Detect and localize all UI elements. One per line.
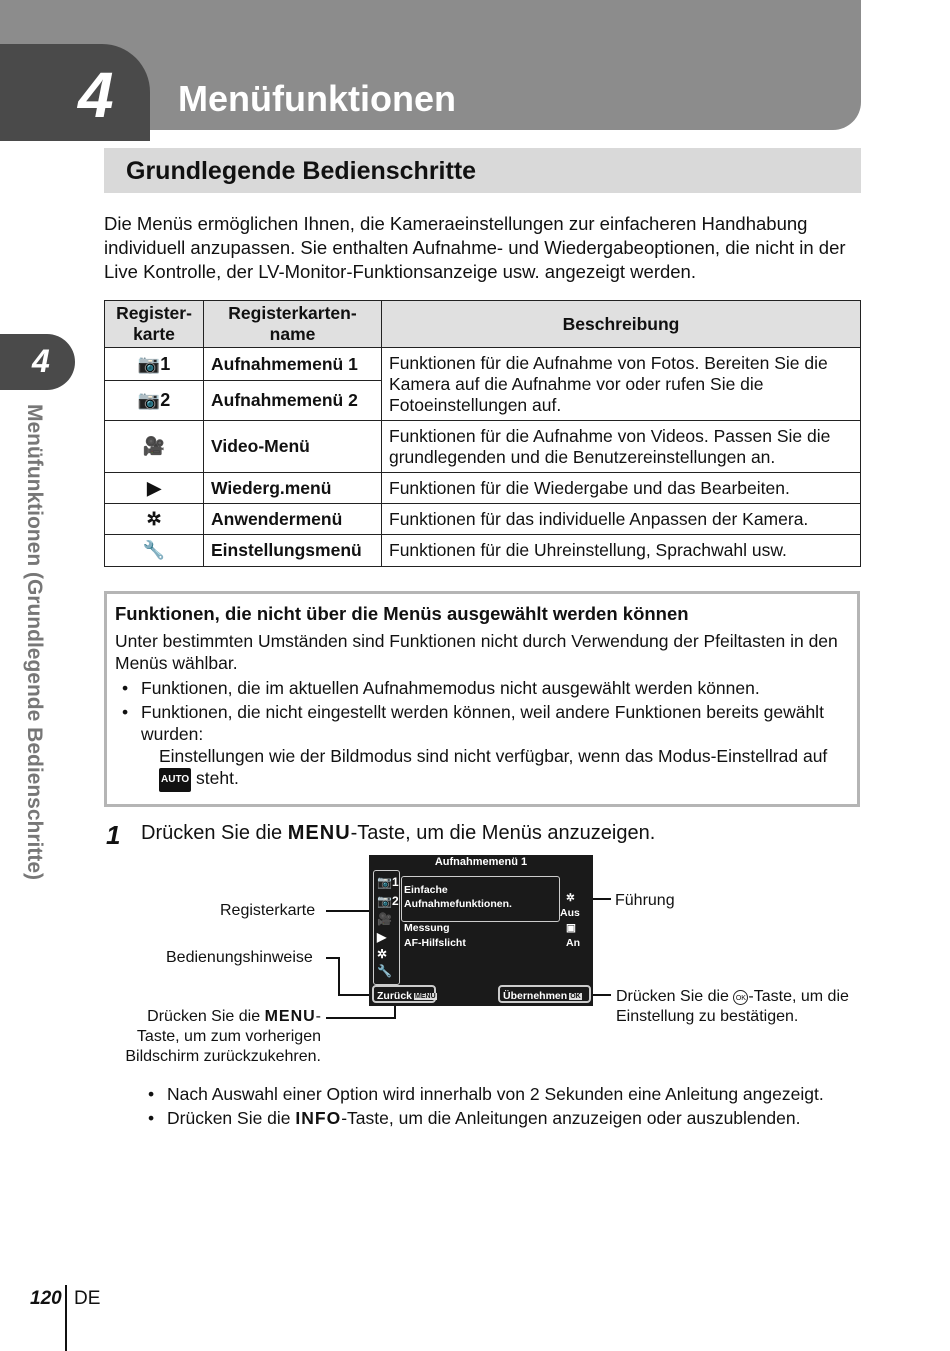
table-cell-name: Anwendermenü bbox=[204, 504, 382, 535]
screen-row2-label: Messung bbox=[404, 922, 450, 934]
label-menu-back bbox=[108, 1007, 321, 1067]
ok-button-icon: OK bbox=[733, 990, 748, 1005]
label-registerkarte: Registerkarte bbox=[220, 902, 316, 919]
screen-back-label: Zurück bbox=[377, 990, 413, 1002]
table-header: Register-karte bbox=[105, 301, 204, 348]
ok-tag-icon: OK bbox=[570, 993, 581, 1000]
bottom-bullet-list bbox=[146, 1082, 886, 1130]
chapter-title: Menüfunktionen bbox=[178, 78, 456, 119]
table-cell-description: Funktionen für das individuelle Anpassen der Kamera. bbox=[382, 504, 861, 535]
side-vertical-title: Menüfunktionen (Grundlegende Bedienschritte) bbox=[23, 404, 46, 881]
screen-star-icon: ✲ bbox=[566, 892, 575, 904]
screen-row3-value: An bbox=[566, 937, 580, 949]
step-text-post: -Taste, um die Menüs anzuzeigen. bbox=[350, 822, 656, 844]
table-cell-description: Funktionen für die Uhreinstellung, Sprachwahl usw. bbox=[382, 535, 861, 567]
metering-icon: ▣ bbox=[566, 922, 576, 934]
screen-tip-line1: Einfache bbox=[404, 884, 448, 896]
note-title: Funktionen, die nicht über die Menüs ausgewählt werden können bbox=[115, 603, 689, 624]
label-menu-back-pre: Drücken Sie die bbox=[147, 1008, 261, 1025]
list-item-text-post: -Taste, um die Anleitungen anzuzeigen oder auszublenden. bbox=[341, 1108, 801, 1128]
setup-menu-icon: 🔧 bbox=[377, 964, 392, 978]
info-button-label: INFO bbox=[295, 1108, 342, 1128]
language-code: DE bbox=[74, 1288, 101, 1309]
menu-button-label: MENU bbox=[264, 1008, 316, 1025]
label-fuehrung: Führung bbox=[615, 892, 675, 909]
table-cell-name: Video-Menü bbox=[204, 421, 382, 473]
table-cell-description: Funktionen für die Wiedergabe und das Bearbeiten. bbox=[382, 473, 861, 504]
list-item-text: Funktionen, die im aktuellen Aufnahmemodus nicht ausgewählt werden können. bbox=[141, 678, 760, 698]
chapter-number: 4 bbox=[78, 59, 114, 131]
playback-menu-icon: ▶ bbox=[105, 473, 204, 504]
label-bedienungshinweise: Bedienungshinweise bbox=[166, 949, 313, 966]
screen-tip-line2: Aufnahmefunktionen. bbox=[404, 898, 512, 910]
screen-confirm-label: Übernehmen bbox=[503, 990, 568, 1002]
shooting-menu-1-icon: 📷1 bbox=[377, 875, 399, 889]
label-ok-confirm bbox=[616, 987, 876, 1027]
step-number: 1 bbox=[106, 820, 121, 850]
table-cell-name: Aufnahmemenü 2 bbox=[204, 381, 382, 421]
note-text: Unter bestimmten Umständen sind Funktionen nicht durch Verwendung der Pfeiltasten in den Menüs wählbar. bbox=[115, 631, 838, 673]
auto-mode-icon: AUTO bbox=[159, 768, 191, 792]
table-cell-description: Funktionen für die Aufnahme von Fotos. Bereiten Sie die Kamera auf die Aufnahme vor oder rufen Sie die Fotoeinstellungen auf. bbox=[382, 348, 861, 421]
list-item: • Drücken Sie die INFO-Taste, um die Anleitungen anzuzeigen oder auszublenden. bbox=[148, 1108, 801, 1128]
note-sub-pre: Einstellungen wie der Bildmodus sind nicht verfügbar, wenn das Modus-Einstellrad auf bbox=[159, 746, 828, 766]
side-chapter-number: 4 bbox=[32, 343, 50, 379]
screen-row3-label: AF-Hilfslicht bbox=[404, 937, 466, 949]
shooting-menu-2-icon: 📷2 bbox=[105, 381, 204, 421]
table-cell-name: Einstellungsmenü bbox=[204, 535, 382, 567]
list-item-text: Funktionen, die nicht eingestellt werden können, weil andere Funktionen bereits gewählt wurden: bbox=[141, 702, 824, 744]
screen-back-button[interactable] bbox=[372, 985, 436, 1003]
step-text-pre: Drücken Sie die bbox=[141, 822, 283, 844]
list-item-text-pre: Drücken Sie die bbox=[167, 1108, 291, 1128]
label-menu-back-post: - bbox=[315, 1008, 321, 1025]
menu-tag-icon: MENU bbox=[415, 993, 436, 1000]
video-menu-icon: 🎥 bbox=[377, 912, 392, 926]
screen-title: Aufnahmemenü 1 bbox=[434, 856, 528, 868]
setup-menu-icon: 🔧 bbox=[105, 535, 204, 567]
page-number: 120 bbox=[30, 1288, 62, 1309]
label-ok-post: -Taste, um die bbox=[748, 988, 849, 1005]
footer-divider bbox=[65, 1285, 67, 1351]
label-ok-line2: Einstellung zu bestätigen. bbox=[616, 1008, 799, 1025]
label-menu-back-line2: Taste, um zum vorherigen bbox=[136, 1028, 321, 1045]
table-header: Beschreibung bbox=[382, 301, 861, 348]
table-cell-name: Wiederg.menü bbox=[204, 473, 382, 504]
list-item: • Funktionen, die nicht eingestellt werden können, weil andere Funktionen bereits gewählt wurden: bbox=[122, 702, 824, 744]
intro-paragraph: Die Menüs ermöglichen Ihnen, die Kameraeinstellungen zur einfacheren Handhabung individuell anzupassen. Sie enthalten Aufnahme- und Wiedergabeoptionen, die nicht in der Live Kontrolle, der LV-Monitor-Funktionsanzeige usw. angezeigt werden. bbox=[104, 213, 846, 282]
label-ok-pre: Drücken Sie die bbox=[616, 988, 729, 1005]
custom-menu-icon: ✲ bbox=[105, 504, 204, 535]
screen-row1-value: Aus bbox=[560, 907, 580, 919]
list-item: • Nach Auswahl einer Option wird innerhalb von 2 Sekunden eine Anleitung angezeigt. bbox=[148, 1084, 824, 1104]
custom-menu-icon: ✲ bbox=[377, 947, 388, 961]
list-item-text: Nach Auswahl einer Option wird innerhalb von 2 Sekunden eine Anleitung angezeigt. bbox=[167, 1084, 824, 1104]
shooting-menu-1-icon: 📷1 bbox=[105, 348, 204, 381]
table-cell-description: Funktionen für die Aufnahme von Videos. Passen Sie die grundlegenden und die Benutzereinstellungen an. bbox=[382, 421, 861, 473]
video-menu-icon: 🎥 bbox=[105, 421, 204, 473]
list-item: • Funktionen, die im aktuellen Aufnahmemodus nicht ausgewählt werden können. bbox=[122, 678, 760, 698]
label-menu-back-line3: Bildschirm zurückzukehren. bbox=[125, 1048, 321, 1065]
shooting-menu-2-icon: 📷2 bbox=[377, 894, 399, 908]
playback-menu-icon: ▶ bbox=[377, 930, 387, 944]
note-sub-post: steht. bbox=[196, 768, 239, 788]
section-title: Grundlegende Bedienschritte bbox=[126, 157, 477, 185]
table-header: Registerkarten-name bbox=[204, 301, 382, 348]
menu-button-label: MENU bbox=[287, 822, 351, 844]
table-cell-name: Aufnahmemenü 1 bbox=[204, 348, 382, 381]
screen-confirm-button[interactable] bbox=[498, 985, 591, 1003]
